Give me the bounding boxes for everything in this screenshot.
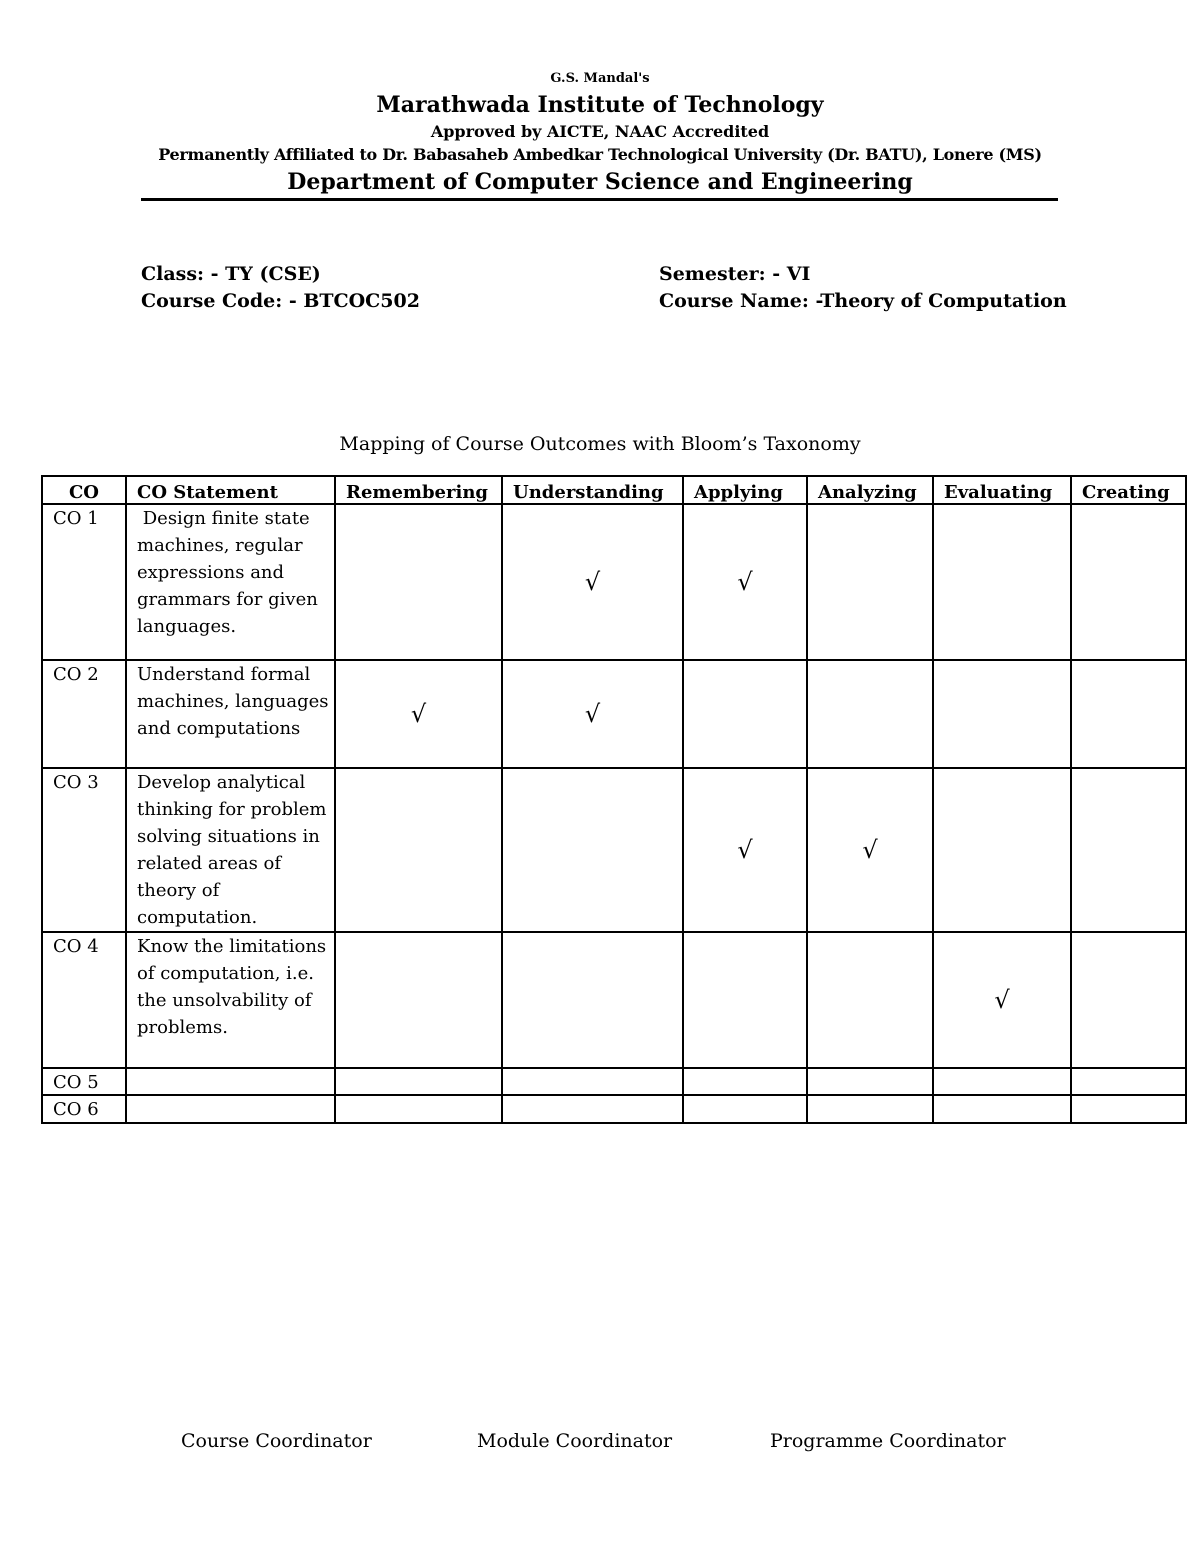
empty-cell [1071, 660, 1186, 768]
empty-cell [933, 1095, 1071, 1123]
check-mark-icon: √ [502, 660, 683, 768]
class-label: Class: - TY (CSE) [141, 263, 321, 285]
institute-name: Marathwada Institute of Technology [376, 92, 824, 118]
department-name: Department of Computer Science and Engineering [287, 169, 913, 195]
co-id: CO 5 [42, 1068, 126, 1095]
empty-cell [933, 504, 1071, 660]
empty-cell [933, 768, 1071, 932]
empty-cell [683, 932, 807, 1068]
header-co-statement: CO Statement [126, 476, 335, 504]
empty-cell [502, 1068, 683, 1095]
empty-cell [1071, 932, 1186, 1068]
co-id: CO 4 [42, 932, 126, 1068]
empty-cell [807, 1095, 933, 1123]
empty-cell [683, 1068, 807, 1095]
header-co: CO [42, 476, 126, 504]
co-statement: Know the limitations of computation, i.e. the unsolvability of problems. [126, 932, 335, 1068]
header-remembering: Remembering [335, 476, 502, 504]
empty-cell [335, 1095, 502, 1123]
programme-coordinator-label: Programme Coordinator [770, 1430, 1006, 1452]
co-id: CO 2 [42, 660, 126, 768]
co-id: CO 6 [42, 1095, 126, 1123]
empty-cell [683, 660, 807, 768]
module-coordinator-label: Module Coordinator [477, 1430, 673, 1452]
co-statement: Develop analytical thinking for problem solving situations in related areas of theory of computation. [126, 768, 335, 932]
co-id: CO 1 [42, 504, 126, 660]
course-code-label: Course Code: - BTCOC502 [141, 290, 420, 312]
header-creating: Creating [1071, 476, 1186, 504]
table-row [42, 932, 1186, 1068]
header-analyzing: Analyzing [807, 476, 933, 504]
empty-cell [335, 932, 502, 1068]
header-evaluating: Evaluating [933, 476, 1071, 504]
check-mark-icon: √ [683, 768, 807, 932]
table-row [42, 504, 1186, 660]
empty-cell [1071, 1068, 1186, 1095]
table-body [42, 504, 1186, 1123]
semester-label: Semester: - VI [659, 263, 811, 285]
co-statement [126, 1068, 335, 1095]
empty-cell [933, 660, 1071, 768]
header-divider [141, 198, 1058, 201]
empty-cell [1071, 504, 1186, 660]
check-mark-icon: √ [933, 932, 1071, 1068]
empty-cell [335, 1068, 502, 1095]
co-id: CO 3 [42, 768, 126, 932]
affiliation-line: Permanently Affiliated to Dr. Babasaheb Ambedkar Technological University (Dr. BATU), Lonere (MS) [158, 145, 1042, 164]
check-mark-icon: √ [683, 504, 807, 660]
empty-cell [502, 932, 683, 1068]
approval-line: Approved by AICTE, NAAC Accredited [430, 122, 770, 141]
co-bloom-mapping-table [41, 475, 1187, 1124]
header-understanding: Understanding [502, 476, 683, 504]
course-coordinator-label: Course Coordinator [181, 1430, 372, 1452]
empty-cell [502, 768, 683, 932]
course-name-label: Course Name: -Theory of Computation [659, 290, 1067, 312]
table-row [42, 1095, 1186, 1123]
mandal-name: G.S. Mandal's [550, 71, 650, 86]
empty-cell [502, 1095, 683, 1123]
empty-cell [1071, 768, 1186, 932]
empty-cell [683, 1095, 807, 1123]
co-statement [126, 1095, 335, 1123]
check-mark-icon: √ [807, 768, 933, 932]
check-mark-icon: √ [335, 660, 502, 768]
empty-cell [933, 1068, 1071, 1095]
empty-cell [335, 768, 502, 932]
table-row [42, 1068, 1186, 1095]
table-row [42, 768, 1186, 932]
table-caption: Mapping of Course Outcomes with Bloom’s Taxonomy [339, 433, 861, 455]
empty-cell [807, 932, 933, 1068]
co-statement: Design finite state machines, regular expressions and grammars for given languages. [126, 504, 335, 660]
co-statement: Understand formal machines, languages and computations [126, 660, 335, 768]
header-applying: Applying [683, 476, 807, 504]
table-row [42, 660, 1186, 768]
empty-cell [807, 1068, 933, 1095]
empty-cell [807, 660, 933, 768]
empty-cell [1071, 1095, 1186, 1123]
check-mark-icon: √ [502, 504, 683, 660]
empty-cell [807, 504, 933, 660]
empty-cell [335, 504, 502, 660]
table-header-row [42, 476, 1186, 504]
